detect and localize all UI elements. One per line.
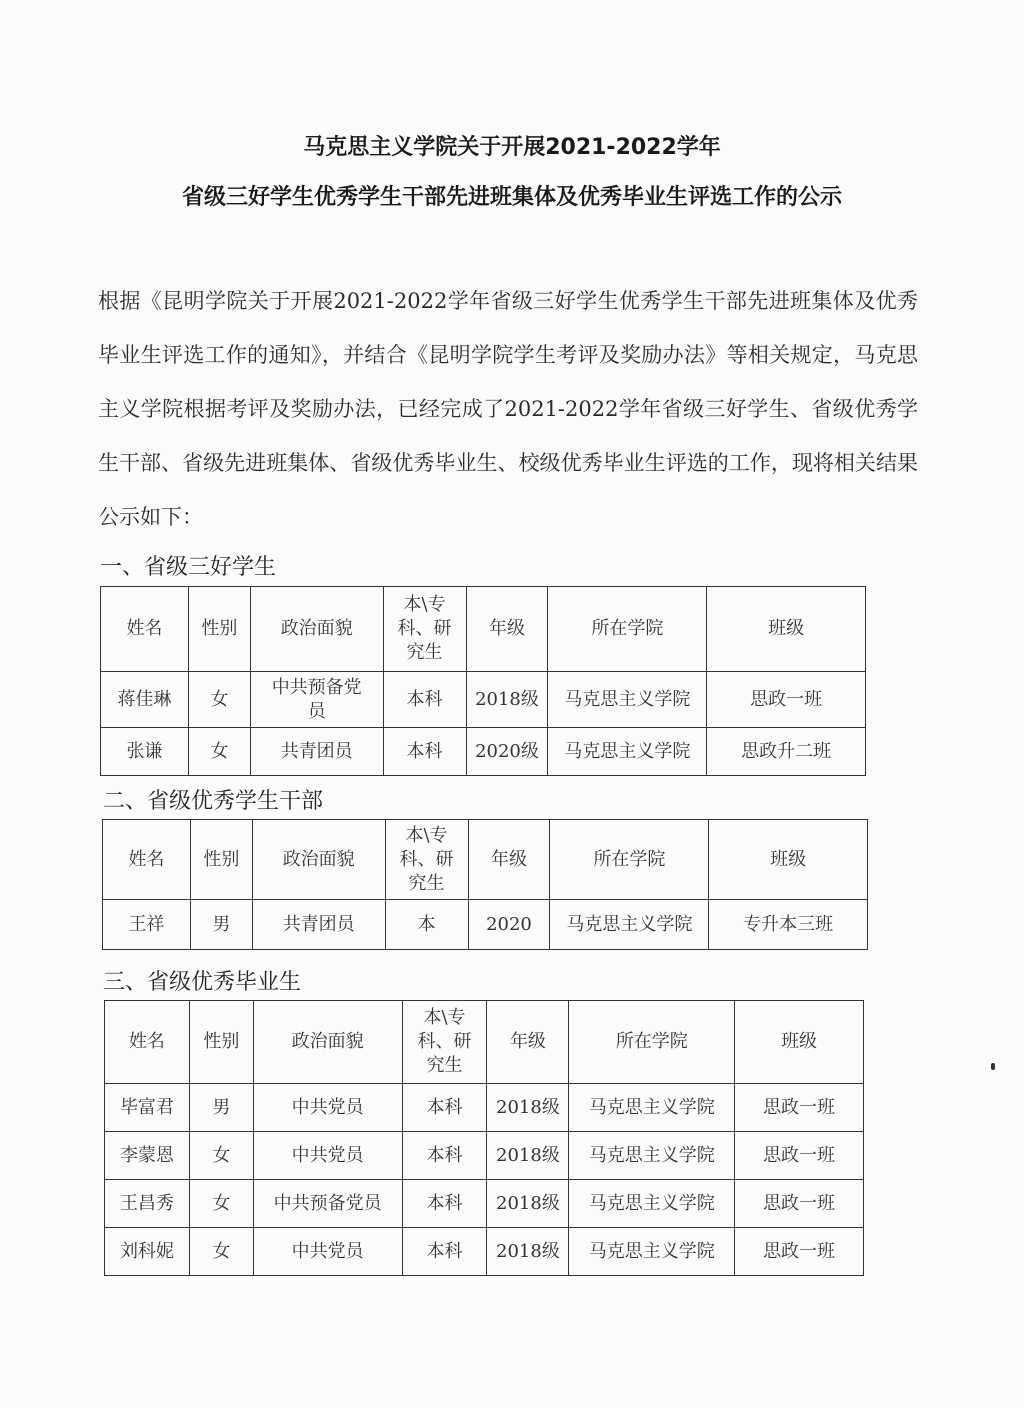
table-cell: 思政一班	[735, 1228, 864, 1276]
column-header: 年级	[466, 587, 548, 672]
table-header-row	[105, 1001, 864, 1084]
table-cell: 共青团员	[252, 900, 385, 950]
table-cell: 王昌秀	[105, 1180, 190, 1228]
table-row	[105, 1084, 864, 1132]
table-cell: 2018级	[487, 1228, 569, 1276]
column-header: 所在学院	[569, 1001, 735, 1084]
column-header: 年级	[468, 820, 550, 900]
table-cell: 马克思主义学院	[569, 1180, 735, 1228]
table-cell: 男	[189, 1084, 253, 1132]
document-title-line2: 省级三好学生优秀学生干部先进班集体及优秀毕业生评选工作的公示	[181, 185, 842, 210]
column-header: 性别	[188, 587, 250, 672]
table-row	[101, 672, 866, 728]
table-cell: 专升本三班	[709, 900, 868, 950]
column-header: 政治面貌	[252, 820, 385, 900]
table-header-row	[103, 820, 868, 900]
column-header: 班级	[735, 1001, 864, 1084]
column-header: 性别	[190, 820, 252, 900]
table-cell: 女	[188, 672, 250, 728]
table-cell: 中共预备党员	[253, 1180, 402, 1228]
table-cell: 本科	[402, 1084, 487, 1132]
table-cell: 2018级	[487, 1180, 569, 1228]
table-cell: 毕富君	[105, 1084, 190, 1132]
column-header: 班级	[707, 587, 866, 672]
section-heading: 三、省级优秀毕业生	[103, 970, 302, 995]
column-header: 本\专 科、研 究生	[383, 587, 466, 672]
section-heading: 一、省级三好学生	[100, 555, 277, 580]
table-row	[101, 728, 866, 776]
table-cell: 思政一班	[707, 672, 866, 728]
document-title-line1: 马克思主义学院关于开展2021-2022学年	[303, 135, 721, 160]
table-row	[105, 1228, 864, 1276]
table-cell: 本科	[402, 1132, 487, 1180]
table-cell: 共青团员	[250, 728, 383, 776]
table-cell: 思政一班	[735, 1180, 864, 1228]
table-cell: 张谦	[101, 728, 189, 776]
table-row	[105, 1132, 864, 1180]
column-header: 本\专 科、研 究生	[385, 820, 468, 900]
table-cell: 马克思主义学院	[548, 672, 707, 728]
table-cell: 本科	[383, 728, 466, 776]
table-cell: 男	[190, 900, 252, 950]
column-header: 性别	[189, 1001, 253, 1084]
table-row	[105, 1180, 864, 1228]
column-header: 所在学院	[548, 587, 707, 672]
table-cell: 马克思主义学院	[569, 1132, 735, 1180]
column-header: 本\专 科、研 究生	[402, 1001, 487, 1084]
table-cell: 马克思主义学院	[569, 1228, 735, 1276]
table-cell: 本科	[402, 1180, 487, 1228]
table-cell: 思政升二班	[707, 728, 866, 776]
table-row	[103, 900, 868, 950]
table-cell: 李蒙恩	[105, 1132, 190, 1180]
column-header: 姓名	[103, 820, 191, 900]
table-cell: 2020级	[466, 728, 548, 776]
table-cell: 2020	[468, 900, 550, 950]
table-header-row	[101, 587, 866, 672]
table-cell: 马克思主义学院	[550, 900, 709, 950]
table-cell: 马克思主义学院	[569, 1084, 735, 1132]
table-cell: 女	[189, 1132, 253, 1180]
column-header: 政治面貌	[250, 587, 383, 672]
table-cell: 思政一班	[735, 1132, 864, 1180]
table-cell: 中共党员	[253, 1084, 402, 1132]
table-cell: 中共党员	[253, 1228, 402, 1276]
column-header: 所在学院	[550, 820, 709, 900]
table-cell: 2018级	[466, 672, 548, 728]
table-cell: 本科	[383, 672, 466, 728]
column-header: 年级	[487, 1001, 569, 1084]
column-header: 班级	[709, 820, 868, 900]
table-cell: 本科	[402, 1228, 487, 1276]
results-table-sanhao	[100, 586, 866, 776]
table-cell: 女	[189, 1180, 253, 1228]
results-table-biyesheng	[104, 1000, 864, 1276]
table-cell: 思政一班	[735, 1084, 864, 1132]
scan-dot	[991, 1063, 995, 1070]
table-cell: 2018级	[487, 1132, 569, 1180]
table-cell: 女	[188, 728, 250, 776]
table-cell: 马克思主义学院	[548, 728, 707, 776]
table-cell: 中共党员	[253, 1132, 402, 1180]
table-cell: 蒋佳琳	[101, 672, 189, 728]
table-cell: 王祥	[103, 900, 191, 950]
section-heading: 二、省级优秀学生干部	[103, 789, 324, 814]
table-cell: 中共预备党 员	[250, 672, 383, 728]
column-header: 政治面貌	[253, 1001, 402, 1084]
table-cell: 2018级	[487, 1084, 569, 1132]
column-header: 姓名	[105, 1001, 190, 1084]
table-cell: 刘科妮	[105, 1228, 190, 1276]
column-header: 姓名	[101, 587, 189, 672]
intro-paragraph: 根据《昆明学院关于开展2021-2022学年省级三好学生优秀学生干部先进班集体及优秀毕业生评选工作的通知》，并结合《昆明学院学生考评及奖励办法》等相关规定，马克思主义学院根据考评及奖励办法，已经完成了2021-2022学年省级三好学生、省级优秀学生干部、省级先进班集体、省级优秀毕业生、校级优秀毕业生评选的工作，现将相关结果公示如下：	[98, 289, 918, 529]
results-table-ganbu	[102, 819, 868, 950]
table-cell: 本	[385, 900, 468, 950]
table-cell: 女	[189, 1228, 253, 1276]
